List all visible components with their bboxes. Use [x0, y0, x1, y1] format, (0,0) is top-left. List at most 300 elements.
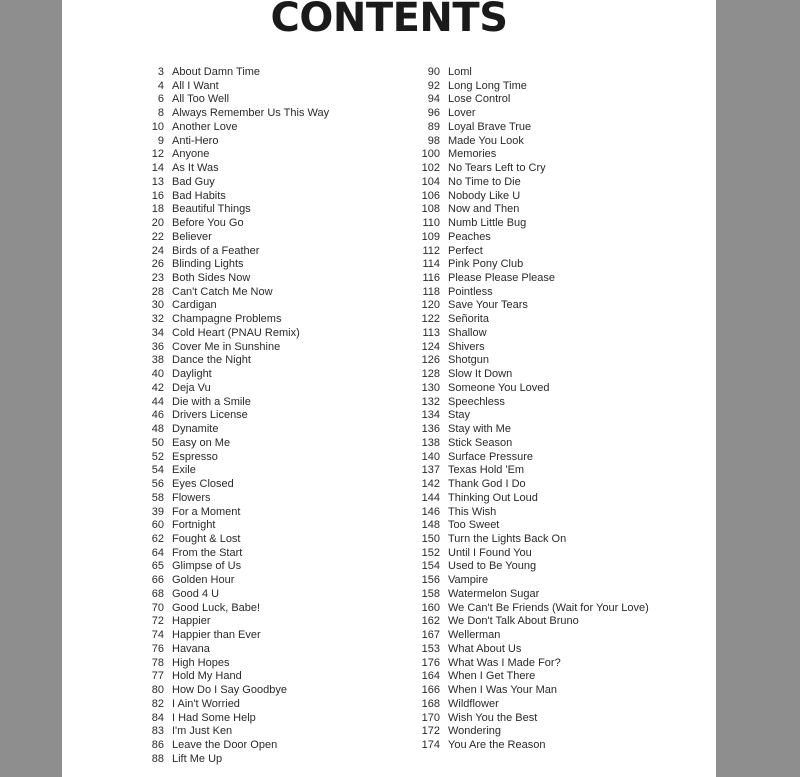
contents-entry — [128, 451, 329, 465]
song-title: Pointless — [448, 285, 493, 298]
contents-entry — [410, 451, 649, 465]
page-number: 88 — [151, 752, 164, 765]
contents-entry — [128, 368, 329, 382]
page-number: 146 — [421, 505, 440, 518]
contents-entry — [128, 739, 329, 753]
page-number: 109 — [421, 230, 440, 243]
page-number: 120 — [421, 299, 440, 312]
contents-entry — [410, 354, 649, 368]
contents-entry — [128, 574, 329, 588]
song-title: Bad Habits — [172, 189, 226, 202]
contents-entry — [128, 286, 329, 300]
contents-entry — [128, 725, 329, 739]
contents-entry — [410, 560, 649, 574]
contents-entry — [410, 437, 649, 451]
contents-entry — [410, 725, 649, 739]
song-title: You Are the Reason — [448, 738, 546, 751]
page-number: 112 — [422, 244, 440, 257]
song-title: Always Remember Us This Way — [172, 107, 330, 120]
song-title: High Hopes — [172, 656, 230, 669]
contents-entry — [128, 684, 329, 698]
page-number: 60 — [151, 519, 164, 532]
page-number: 160 — [421, 601, 440, 614]
contents-entry — [128, 217, 329, 231]
song-title: Champagne Problems — [172, 313, 282, 326]
page-number: 152 — [421, 546, 440, 559]
contents-entry — [128, 602, 329, 616]
contents-entry — [410, 588, 649, 602]
page-number: 72 — [151, 615, 164, 628]
song-title: Pink Pony Club — [448, 258, 524, 271]
song-title: Wellerman — [448, 629, 501, 642]
page-number: 150 — [421, 532, 440, 545]
page-number: 148 — [421, 519, 440, 532]
song-title: Dance the Night — [172, 354, 251, 367]
contents-entry — [410, 739, 649, 753]
contents-entry — [128, 354, 329, 368]
page-number: 13 — [151, 175, 164, 188]
contents-entry — [410, 670, 649, 684]
song-title: Beautiful Things — [172, 203, 251, 216]
page-number: 174 — [421, 738, 440, 751]
song-title: Perfect — [448, 244, 483, 257]
page-number: 166 — [421, 684, 440, 697]
contents-entry — [410, 121, 649, 135]
page-number: 82 — [151, 697, 164, 710]
song-title: Long Long Time — [448, 79, 527, 92]
page-number: 124 — [421, 340, 440, 353]
page-number: 84 — [151, 711, 164, 724]
page-number: 92 — [427, 79, 440, 92]
song-title: Daylight — [172, 368, 212, 381]
page-number: 114 — [422, 258, 440, 271]
song-title: Shotgun — [448, 354, 489, 367]
page-number: 128 — [421, 368, 440, 381]
song-title: Thank God I Do — [448, 478, 526, 491]
contents-entry — [128, 629, 329, 643]
song-title: Glimpse of Us — [172, 560, 242, 573]
contents-entry — [410, 66, 649, 80]
song-title: Loml — [448, 66, 472, 78]
contents-entry — [128, 547, 329, 561]
contents-entry — [128, 80, 329, 94]
page-number: 153 — [421, 642, 440, 655]
page-number: 162 — [421, 615, 440, 628]
song-title: Flowers — [172, 491, 211, 504]
contents-entry — [410, 478, 649, 492]
contents-entry — [128, 272, 329, 286]
song-title: From the Start — [172, 546, 243, 559]
contents-entry — [128, 409, 329, 423]
page-number: 39 — [151, 505, 164, 518]
contents-entry — [128, 492, 329, 506]
page-number: 83 — [151, 725, 164, 738]
song-title: Memories — [448, 148, 497, 161]
page-number: 32 — [151, 313, 164, 326]
page-number: 56 — [151, 478, 164, 491]
song-title: Loyal Brave True — [448, 120, 532, 133]
contents-entry — [410, 80, 649, 94]
song-title: Anyone — [172, 148, 210, 161]
page-number: 22 — [151, 230, 164, 243]
song-title: Stick Season — [448, 436, 513, 449]
page-number: 142 — [421, 478, 440, 491]
song-title: Señorita — [448, 313, 489, 326]
contents-entry — [410, 368, 649, 382]
song-title: What Was I Made For? — [448, 656, 561, 669]
page-number: 18 — [151, 203, 164, 216]
page-number: 44 — [151, 395, 164, 408]
song-title: Someone You Loved — [448, 381, 550, 394]
song-title: Hold My Hand — [172, 670, 242, 683]
song-title: Bad Guy — [172, 175, 215, 188]
page-number: 76 — [151, 642, 164, 655]
page-number: 86 — [151, 738, 164, 751]
page-number: 62 — [151, 532, 164, 545]
contents-entry — [410, 492, 649, 506]
song-title: Can't Catch Me Now — [172, 285, 273, 298]
page-number: 3 — [157, 66, 164, 78]
contents-entry — [410, 506, 649, 520]
contents-entry — [410, 602, 649, 616]
page-number: 116 — [422, 272, 440, 285]
page-number: 100 — [421, 148, 440, 161]
contents-entry — [128, 382, 329, 396]
contents-entry — [410, 107, 649, 121]
contents-entry — [410, 409, 649, 423]
page-number: 38 — [151, 354, 164, 367]
page-number: 9 — [157, 134, 164, 147]
page-title: CONTENTS — [270, 0, 508, 41]
page-number: 58 — [151, 491, 164, 504]
song-title: Peaches — [448, 230, 491, 243]
song-title: Shivers — [448, 340, 485, 353]
song-title: About Damn Time — [172, 66, 261, 78]
song-title: Espresso — [172, 450, 218, 463]
contents-entry — [128, 135, 329, 149]
page-number: 158 — [421, 587, 440, 600]
contents-entry — [128, 341, 329, 355]
page-number: 138 — [421, 436, 440, 449]
contents-entry — [128, 615, 329, 629]
song-title: Save Your Tears — [448, 299, 528, 312]
song-title: No Tears Left to Cry — [448, 162, 546, 175]
page-number: 90 — [427, 66, 440, 78]
contents-entry — [128, 506, 329, 520]
page-number: 6 — [157, 93, 164, 106]
page-number: 102 — [421, 162, 440, 175]
contents-entry — [410, 712, 649, 726]
page-number: 89 — [427, 120, 440, 133]
contents-entry — [410, 299, 649, 313]
page-number: 16 — [151, 189, 164, 202]
page-number: 136 — [421, 423, 440, 436]
page-number: 137 — [421, 464, 440, 477]
contents-entry — [410, 93, 649, 107]
contents-entry — [410, 684, 649, 698]
page-number: 36 — [151, 340, 164, 353]
contents-entry — [128, 657, 329, 671]
page-number: 50 — [151, 436, 164, 449]
page-number: 94 — [427, 93, 440, 106]
page-number: 30 — [151, 299, 164, 312]
page-number: 68 — [151, 587, 164, 600]
contents-entry — [410, 341, 649, 355]
contents-entry — [410, 148, 649, 162]
contents-entry — [128, 93, 329, 107]
song-title: Deja Vu — [172, 381, 211, 394]
contents-entry — [128, 753, 329, 767]
page-number: 66 — [151, 574, 164, 587]
song-title: Turn the Lights Back On — [448, 532, 567, 545]
page-number: 96 — [427, 107, 440, 120]
page-number: 132 — [421, 395, 440, 408]
page-number: 104 — [421, 175, 440, 188]
song-title: Used to Be Young — [448, 560, 537, 573]
page-number: 113 — [422, 326, 440, 339]
page-number: 126 — [421, 354, 440, 367]
song-title: Cover Me in Sunshine — [172, 340, 281, 353]
page-number: 78 — [151, 656, 164, 669]
contents-entry — [410, 464, 649, 478]
song-title: What About Us — [448, 642, 522, 655]
contents-entry — [128, 712, 329, 726]
page-number: 74 — [151, 629, 164, 642]
page-number: 164 — [421, 670, 440, 683]
song-title: Happier than Ever — [172, 629, 261, 642]
song-title: Birds of a Feather — [172, 244, 260, 257]
song-title: This Wish — [448, 505, 497, 518]
page-number: 110 — [422, 217, 440, 230]
contents-entry — [128, 231, 329, 245]
contents-entry — [128, 245, 329, 259]
song-title: Golden Hour — [172, 574, 235, 587]
contents-entry — [128, 670, 329, 684]
page-number: 140 — [421, 450, 440, 463]
song-title: When I Get There — [448, 670, 536, 683]
contents-entry — [128, 560, 329, 574]
contents-entry — [410, 615, 649, 629]
contents-entry — [128, 533, 329, 547]
contents-entry — [410, 574, 649, 588]
contents-column-left — [128, 66, 329, 766]
song-title: Believer — [172, 230, 212, 243]
contents-entry — [128, 190, 329, 204]
contents-entry — [410, 698, 649, 712]
song-title: Another Love — [172, 120, 238, 133]
song-title: I'm Just Ken — [172, 725, 233, 738]
song-title: Both Sides Now — [172, 272, 251, 285]
song-title: All I Want — [172, 79, 219, 92]
contents-entry — [410, 519, 649, 533]
song-title: Easy on Me — [172, 436, 231, 449]
contents-entry — [410, 423, 649, 437]
contents-entry — [410, 547, 649, 561]
page-number: 176 — [421, 656, 440, 669]
page-number: 24 — [151, 244, 164, 257]
song-title: We Can't Be Friends (Wait for Your Love) — [448, 601, 649, 614]
song-title: Thinking Out Loud — [448, 491, 538, 504]
song-title: Eyes Closed — [172, 478, 234, 491]
song-title: For a Moment — [172, 505, 241, 518]
song-title: Shallow — [448, 326, 487, 339]
contents-entry — [410, 533, 649, 547]
page-number: 54 — [151, 464, 164, 477]
song-title: Dynamite — [172, 423, 219, 436]
page-number: 8 — [157, 107, 164, 120]
page-number: 170 — [421, 711, 440, 724]
page-number: 98 — [427, 134, 440, 147]
song-title: Cardigan — [172, 299, 217, 312]
contents-entry — [128, 148, 329, 162]
song-title: Made You Look — [448, 134, 524, 147]
page-number: 80 — [151, 684, 164, 697]
song-title: All Too Well — [172, 93, 230, 106]
contents-entry — [410, 327, 649, 341]
contents-entry — [410, 231, 649, 245]
song-title: Watermelon Sugar — [448, 587, 540, 600]
contents-entry — [128, 396, 329, 410]
contents-entry — [410, 135, 649, 149]
song-title: Good Luck, Babe! — [172, 601, 261, 614]
song-title: Numb Little Bug — [448, 217, 527, 230]
contents-entry — [128, 327, 329, 341]
song-title: Please Please Please — [448, 272, 556, 285]
song-title: Too Sweet — [448, 519, 500, 532]
contents-entry — [128, 121, 329, 135]
page-number: 144 — [421, 491, 440, 504]
contents-entry — [128, 643, 329, 657]
song-title: Lover — [448, 107, 476, 120]
page-number: 154 — [421, 560, 440, 573]
page-number: 23 — [151, 272, 164, 285]
song-title: Cold Heart (PNAU Remix) — [172, 326, 300, 339]
contents-entry — [410, 203, 649, 217]
page-number: 122 — [421, 313, 440, 326]
contents-entry — [410, 217, 649, 231]
page-number: 70 — [151, 601, 164, 614]
page-number: 172 — [421, 725, 440, 738]
page-number: 28 — [151, 285, 164, 298]
page-number: 77 — [151, 670, 164, 683]
song-title: Fought & Lost — [172, 532, 241, 545]
page-number: 46 — [151, 409, 164, 422]
song-title: Good 4 U — [172, 587, 220, 600]
song-title: Leave the Door Open — [172, 738, 278, 751]
contents-entry — [410, 313, 649, 327]
page-number: 167 — [421, 629, 440, 642]
song-title: Now and Then — [448, 203, 520, 216]
song-title: Drivers License — [172, 409, 248, 422]
page-number: 168 — [421, 697, 440, 710]
contents-entry — [128, 203, 329, 217]
contents-entry — [410, 629, 649, 643]
song-title: We Don't Talk About Bruno — [448, 615, 579, 628]
contents-entry — [128, 423, 329, 437]
contents-entry — [410, 258, 649, 272]
contents-entry — [410, 643, 649, 657]
page-number: 14 — [151, 162, 164, 175]
contents-entry — [410, 162, 649, 176]
song-title: Stay — [448, 409, 471, 422]
contents-entry — [128, 478, 329, 492]
song-title: Fortnight — [172, 519, 216, 532]
contents-entry — [128, 437, 329, 451]
contents-entry — [410, 382, 649, 396]
contents-entry — [410, 176, 649, 190]
contents-entry — [128, 299, 329, 313]
page-number: 42 — [151, 381, 164, 394]
song-title: Speechless — [448, 395, 505, 408]
song-title: I Ain't Worried — [172, 697, 240, 710]
song-title: Slow It Down — [448, 368, 513, 381]
contents-entry — [128, 107, 329, 121]
page-number: 134 — [421, 409, 440, 422]
page-number: 106 — [421, 189, 440, 202]
contents-entry — [410, 272, 649, 286]
contents-entry — [128, 258, 329, 272]
song-title: Nobody Like U — [448, 189, 521, 202]
song-title: Wondering — [448, 725, 501, 738]
song-title: As It Was — [172, 162, 219, 175]
page-number: 108 — [421, 203, 440, 216]
song-title: When I Was Your Man — [448, 684, 558, 697]
song-title: Vampire — [448, 574, 489, 587]
contents-column-right — [410, 66, 649, 753]
song-title: Exile — [172, 464, 196, 477]
contents-entry — [410, 190, 649, 204]
song-title: How Do I Say Goodbye — [172, 684, 287, 697]
page-number: 20 — [151, 217, 164, 230]
song-title: Happier — [172, 615, 211, 628]
contents-entry — [410, 286, 649, 300]
song-title: Havana — [172, 642, 210, 655]
contents-entry — [410, 245, 649, 259]
song-title: Blinding Lights — [172, 258, 244, 271]
song-title: Before You Go — [172, 217, 244, 230]
contents-page — [62, 0, 716, 777]
song-title: Wish You the Best — [448, 711, 538, 724]
page-number: 26 — [151, 258, 164, 271]
song-title: Lift Me Up — [172, 752, 223, 765]
page-number: 64 — [151, 546, 164, 559]
song-title: Anti-Hero — [172, 134, 219, 147]
contents-entry — [410, 396, 649, 410]
contents-entry — [128, 162, 329, 176]
page-number: 34 — [151, 326, 164, 339]
song-title: I Had Some Help — [172, 711, 256, 724]
song-title: No Time to Die — [448, 175, 521, 188]
contents-entry — [128, 66, 329, 80]
contents-entry — [128, 588, 329, 602]
song-title: Lose Control — [448, 93, 511, 106]
contents-entry — [128, 519, 329, 533]
song-title: Texas Hold 'Em — [448, 464, 525, 477]
page-number: 4 — [157, 79, 164, 92]
contents-entry — [128, 313, 329, 327]
song-title: Die with a Smile — [172, 395, 251, 408]
page-number: 52 — [151, 450, 164, 463]
contents-entry — [128, 464, 329, 478]
contents-entry — [128, 698, 329, 712]
page-number: 10 — [151, 120, 164, 133]
song-title: Stay with Me — [448, 423, 511, 436]
page-number: 118 — [422, 285, 440, 298]
page-number: 48 — [151, 423, 164, 436]
page-number: 156 — [421, 574, 440, 587]
page-number: 130 — [421, 381, 440, 394]
contents-entry — [128, 176, 329, 190]
